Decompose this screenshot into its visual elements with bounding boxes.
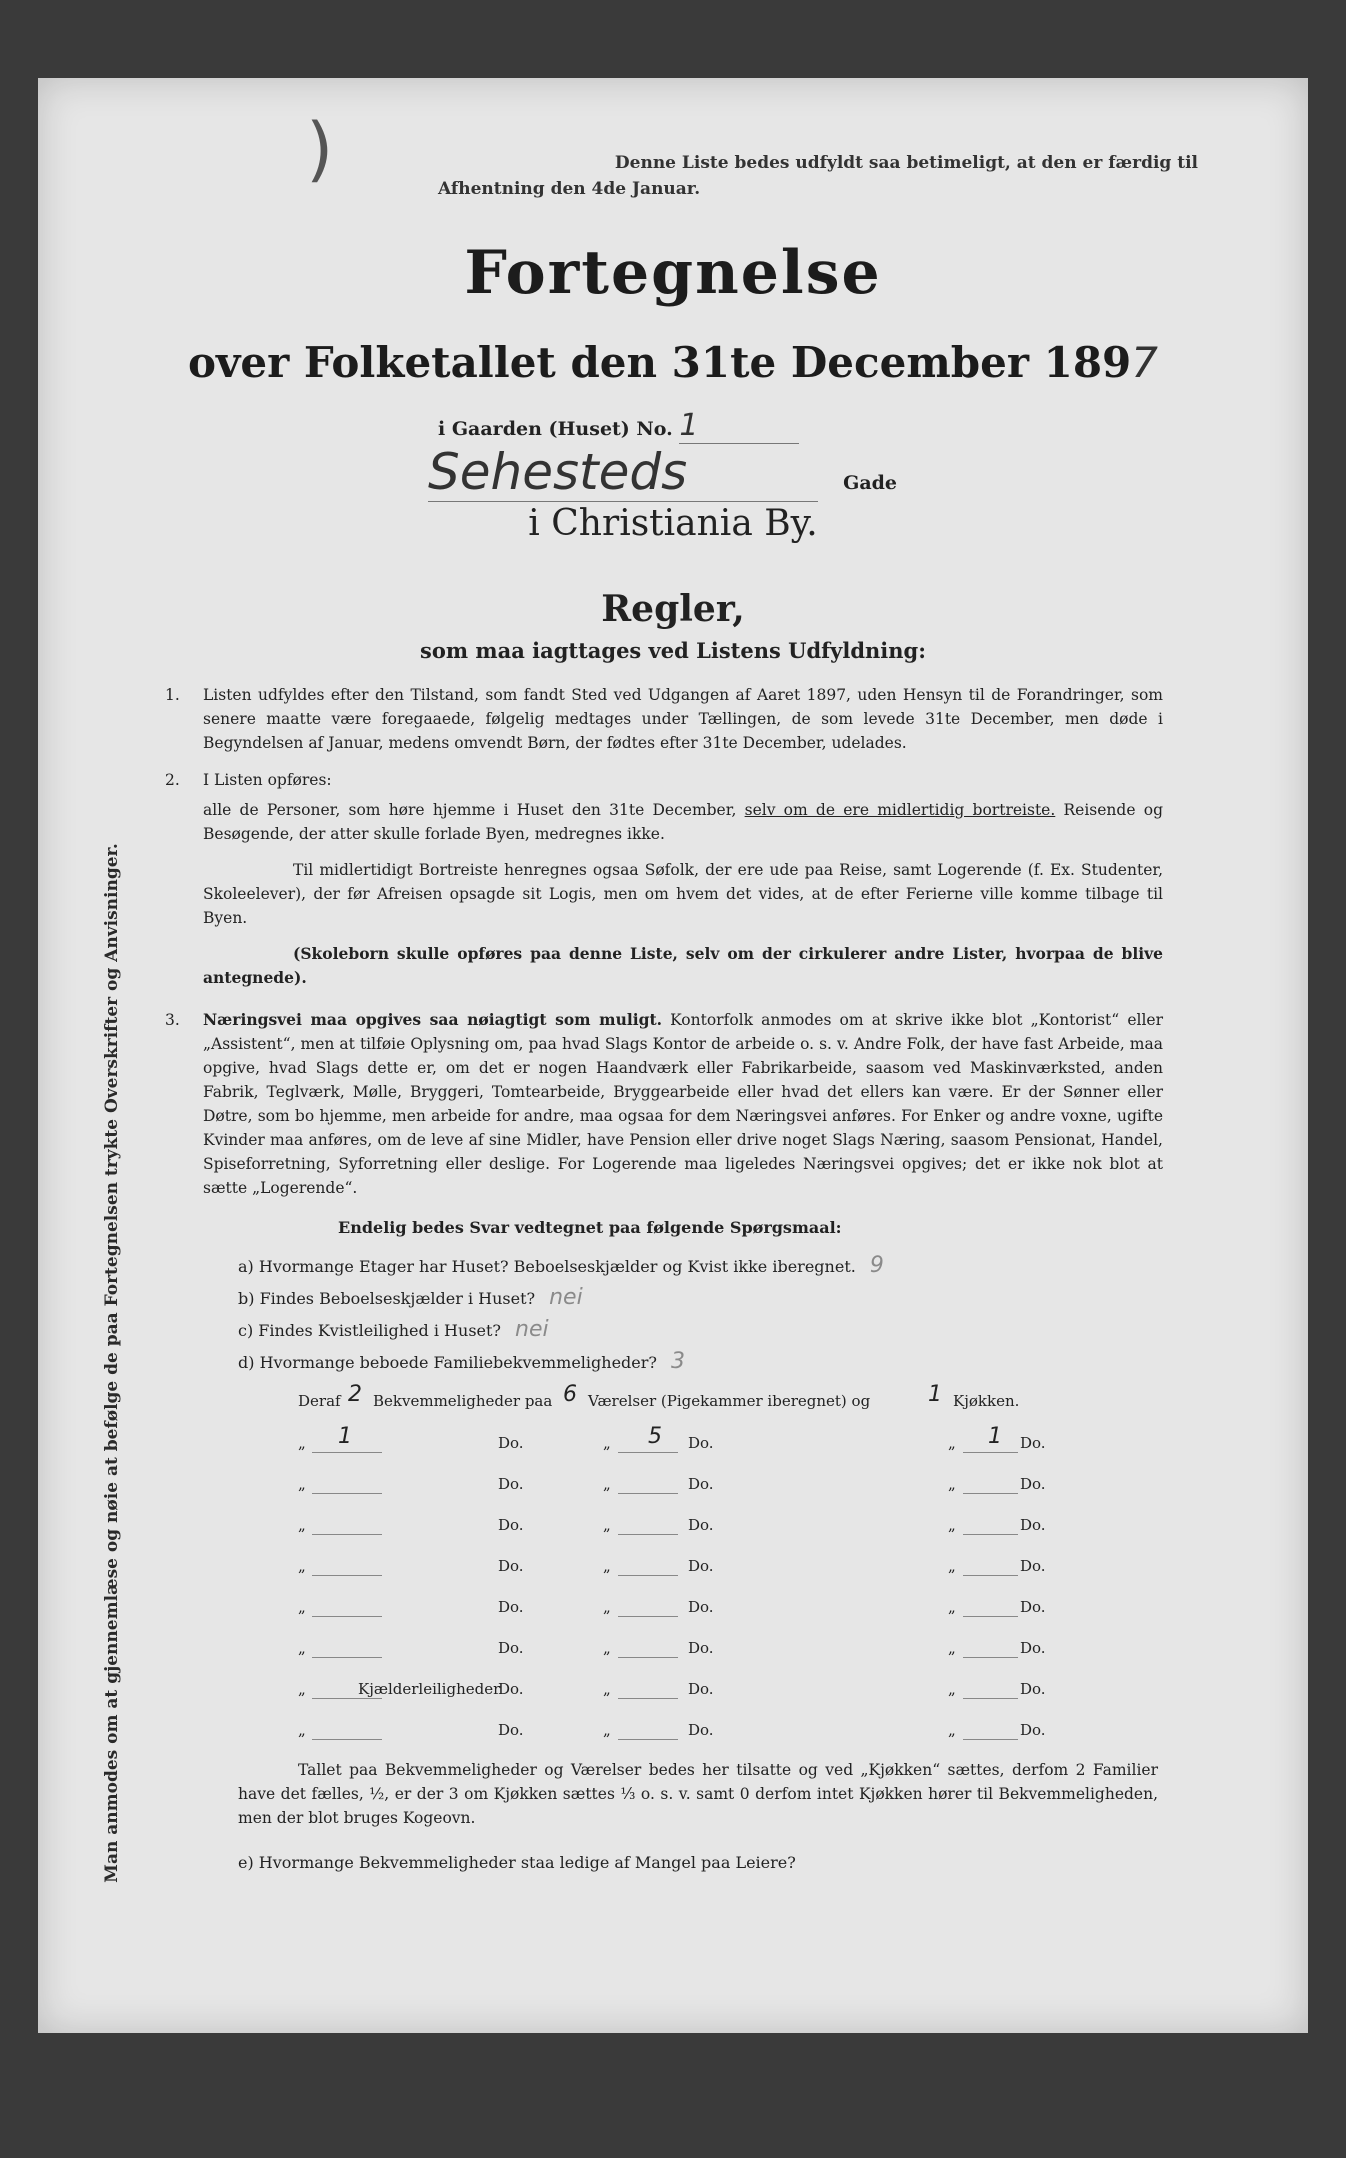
ditto-mark-3: „ xyxy=(948,1557,956,1575)
house-number-field xyxy=(438,408,799,444)
rule-3-text xyxy=(203,1008,1163,1200)
form-title: Fortegnelse xyxy=(464,238,882,308)
form-subtitle xyxy=(38,338,1308,387)
question-a-label: a) Hvormange Etager har Huset? Beboelseskjælder og Kvist ikke iberegnet. xyxy=(238,1257,856,1276)
rooms-blank xyxy=(618,1516,678,1535)
question-d-label: d) Hvormange beboede Familiebekvemmeligheder? xyxy=(238,1353,657,1372)
ditto-mark-3: „ xyxy=(948,1598,956,1616)
ditto-mark-1: „ xyxy=(298,1434,306,1452)
kitchens-blank xyxy=(963,1680,1018,1699)
ditto-mark-3: „ xyxy=(948,1475,956,1493)
pencil-mark: ) xyxy=(306,108,334,190)
first-row-mid1: Bekvemmeligheder paa xyxy=(373,1392,553,1410)
dwelling-table-first-row xyxy=(298,1382,1098,1418)
ditto-mark-1: „ xyxy=(298,1680,306,1698)
do-3: Do. xyxy=(1020,1475,1046,1493)
ditto-mark-3: „ xyxy=(948,1516,956,1534)
rules-subheading: som maa iagttages ved Listens Udfyldning: xyxy=(420,638,926,663)
street-field xyxy=(428,443,897,502)
side-instruction: Man anmodes om at gjennemlæse og nøie at befølge de paa Fortegnelsen trykte Overskrifter og Anvisninger. xyxy=(102,843,122,1883)
ditto-mark-2: „ xyxy=(603,1516,611,1534)
dwelling-table-row xyxy=(298,1635,1098,1665)
first-row-suffix: Kjøkken. xyxy=(953,1392,1020,1410)
do-1: Do. xyxy=(498,1557,524,1575)
row-rooms: 5 xyxy=(648,1424,662,1449)
census-form-page xyxy=(38,78,1308,2033)
year-handwritten: 7 xyxy=(1131,338,1159,387)
rule-2-p1b-underlined: selv om de ere midlertidig bortreiste. xyxy=(744,801,1056,819)
rule-1-text: Listen udfyldes efter den Tilstand, som fandt Sted ved Udgangen af Aaret 1897, uden Hensyn til de Forandringer, som senere maatte være foregaaede, følgelig medtages under Tællingen, de som levede 31te December, men døde i Begyndelsen af Januar, medens omvendt Børn, der fødtes efter 31te December, udelades. xyxy=(203,686,1163,752)
question-d xyxy=(238,1349,685,1374)
ditto-mark-2: „ xyxy=(603,1475,611,1493)
rule-2-intro: I Listen opføres: xyxy=(203,771,332,789)
do-1: Do. xyxy=(498,1639,524,1657)
ditto-mark-3: „ xyxy=(948,1721,956,1739)
house-value: 1 xyxy=(679,408,799,444)
rooms-blank xyxy=(618,1639,678,1658)
ditto-mark-1: „ xyxy=(298,1721,306,1739)
count-blank xyxy=(312,1639,382,1658)
rule-3-body: Kontorfolk anmodes om at skrive ikke blot „Kontorist“ eller „Assistent“, men at tilføie Oplysning om, paa hvad Slags Kontor de arbeide o. s. v. Andre Folk, der have fast Arbeide, maa opgive, hvad Slags dette er, om det er nogen Haandværk eller Fabrikarbeide, saasom ved Maskinværksted, anden Fabrik, Teglværk, Mølle, Bryggeri, Tomtearbeide, Bryggearbeide eller hvad det ellers kan være. Er der Sønner eller Døtre, som bo hjemme, men arbeide for andre, maa ogsaa for dem Næringsvei anføres. For Enker og andre voxne, ugifte Kvinder maa anføres, om de leve af sine Midler, have Pension eller drive noget Slags Næring, saasom Pensionat, Handel, Spiseforretning, Syforretning eller deslige. For Logerende maa ligeledes Næringsvei opgives; det er ikke nok blot at sætte „Logerende“. xyxy=(203,1011,1163,1197)
do-3: Do. xyxy=(1020,1434,1046,1452)
ditto-mark-3: „ xyxy=(948,1434,956,1452)
ditto-mark-2: „ xyxy=(603,1680,611,1698)
do-2: Do. xyxy=(688,1721,714,1739)
row-kitchens: 1 xyxy=(988,1424,1002,1449)
rule-3 xyxy=(165,1008,1163,1200)
count-blank xyxy=(312,1475,382,1494)
kitchens-blank xyxy=(963,1475,1018,1494)
rooms-blank xyxy=(618,1598,678,1617)
notice-line-2: Afhentning den 4de Januar. xyxy=(438,179,701,199)
kitchens-blank xyxy=(963,1516,1018,1535)
kitchens-blank xyxy=(963,1721,1018,1740)
rooms-blank xyxy=(618,1475,678,1494)
first-row-rooms: 6 xyxy=(563,1382,577,1407)
first-row-count: 2 xyxy=(348,1382,362,1407)
rooms-blank xyxy=(618,1557,678,1576)
ditto-mark-2: „ xyxy=(603,1598,611,1616)
rule-2-p1a: alle de Personer, som høre hjemme i Huset den 31te December, xyxy=(203,801,737,819)
dwelling-table-row xyxy=(298,1512,1098,1542)
ditto-mark-1: „ xyxy=(298,1598,306,1616)
ditto-mark-2: „ xyxy=(603,1557,611,1575)
dwelling-table-row xyxy=(298,1553,1098,1583)
question-e: e) Hvormange Bekvemmeligheder staa ledige af Mangel paa Leiere? xyxy=(238,1853,796,1872)
questions-intro: Endelig bedes Svar vedtegnet paa følgende Spørgsmaal: xyxy=(338,1218,842,1237)
do-2: Do. xyxy=(688,1639,714,1657)
first-row-kitchens: 1 xyxy=(928,1382,942,1407)
dwelling-table-row xyxy=(298,1717,1098,1747)
street-value: Sehesteds xyxy=(428,443,818,502)
question-b xyxy=(238,1285,583,1310)
ditto-mark-2: „ xyxy=(603,1639,611,1657)
rules-heading: Regler, xyxy=(601,588,745,630)
ditto-mark-1: „ xyxy=(298,1475,306,1493)
count-blank xyxy=(312,1516,382,1535)
notice-line-1: Denne Liste bedes udfyldt saa betimeligt, at den er færdig til xyxy=(614,153,1198,173)
row-label: Kjælderleiligheder xyxy=(358,1680,501,1698)
count-blank xyxy=(312,1721,382,1740)
rule-2-paragraph-1 xyxy=(203,798,1163,846)
do-1: Do. xyxy=(498,1598,524,1616)
do-1: Do. xyxy=(498,1721,524,1739)
question-c-label: c) Findes Kvistleilighed i Huset? xyxy=(238,1321,501,1340)
do-2: Do. xyxy=(688,1598,714,1616)
question-c xyxy=(238,1317,549,1342)
do-2: Do. xyxy=(688,1434,714,1452)
do-1: Do. xyxy=(498,1516,524,1534)
rule-2-number: 2. xyxy=(165,771,180,789)
ditto-mark-3: „ xyxy=(948,1639,956,1657)
ditto-mark-1: „ xyxy=(298,1557,306,1575)
do-3: Do. xyxy=(1020,1680,1046,1698)
dwelling-table-row xyxy=(298,1471,1098,1501)
dwelling-table-row xyxy=(298,1424,1098,1460)
rule-2-p1c: Reisende og Besøgende, der atter skulle forlade Byen, medregnes ikke. xyxy=(203,801,1163,843)
question-b-answer: nei xyxy=(549,1285,583,1310)
kitchens-blank xyxy=(963,1557,1018,1576)
rooms-blank xyxy=(618,1680,678,1699)
ditto-mark-1: „ xyxy=(298,1516,306,1534)
do-1: Do. xyxy=(498,1680,524,1698)
street-label: Gade xyxy=(843,472,898,494)
first-row-prefix: Deraf xyxy=(298,1392,341,1410)
do-2: Do. xyxy=(688,1680,714,1698)
count-blank xyxy=(312,1598,382,1617)
rule-3-number: 3. xyxy=(165,1011,180,1029)
house-label: i Gaarden (Huset) No. xyxy=(438,418,673,440)
question-a xyxy=(238,1253,884,1278)
question-d-answer: 3 xyxy=(670,1349,685,1374)
row-count: 1 xyxy=(338,1424,352,1449)
do-3: Do. xyxy=(1020,1639,1046,1657)
do-3: Do. xyxy=(1020,1516,1046,1534)
do-3: Do. xyxy=(1020,1557,1046,1575)
rule-2 xyxy=(165,768,1163,990)
ditto-mark-2: „ xyxy=(603,1721,611,1739)
rule-2-paragraph-3: (Skoleborn skulle opføres paa denne Liste, selv om der cirkulerer andre Lister, hvorpaa de blive antegnede). xyxy=(203,944,1163,987)
count-blank xyxy=(312,1557,382,1576)
dwelling-table-row xyxy=(298,1676,1098,1706)
table-note: Tallet paa Bekvemmeligheder og Værelser bedes her tilsatte og ved „Kjøkken“ sættes, derfom 2 Familier have det fælles, ½, er der 3 om Kjøkken sættes ⅓ o. s. v. samt 0 derfom intet Kjøkken hører til Bekvemmeligheden, men der blot bruges Kogeovn. xyxy=(238,1761,1158,1827)
rule-1-number: 1. xyxy=(165,686,180,704)
collection-notice xyxy=(438,150,1198,202)
do-1: Do. xyxy=(498,1434,524,1452)
ditto-mark-3: „ xyxy=(948,1680,956,1698)
rooms-blank xyxy=(618,1721,678,1740)
do-1: Do. xyxy=(498,1475,524,1493)
city-line: i Christiania By. xyxy=(528,503,818,544)
do-3: Do. xyxy=(1020,1598,1046,1616)
subtitle-text: over Folketallet den 31te December 189 xyxy=(187,338,1132,387)
first-row-mid2: Værelser (Pigekammer iberegnet) og xyxy=(588,1392,871,1410)
kitchens-blank xyxy=(963,1598,1018,1617)
do-3: Do. xyxy=(1020,1721,1046,1739)
do-2: Do. xyxy=(688,1516,714,1534)
rule-3-lead: Næringsvei maa opgives saa nøiagtigt som muligt. xyxy=(203,1010,663,1029)
do-2: Do. xyxy=(688,1475,714,1493)
rule-2-paragraph-2: Til midlertidigt Bortreiste henregnes ogsaa Søfolk, der ere ude paa Reise, samt Logerende (f. Ex. Studenter, Skoleelever), der før Afreisen opsagde sit Logis, men om hvem det vides, at de efter Ferierne ville komme tilbage til Byen. xyxy=(203,861,1163,927)
question-b-label: b) Findes Beboelseskjælder i Huset? xyxy=(238,1289,536,1308)
question-a-answer: 9 xyxy=(869,1253,884,1278)
ditto-mark-2: „ xyxy=(603,1434,611,1452)
ditto-mark-1: „ xyxy=(298,1639,306,1657)
do-2: Do. xyxy=(688,1557,714,1575)
question-c-answer: nei xyxy=(515,1317,549,1342)
rule-1 xyxy=(165,683,1163,755)
dwelling-table-row xyxy=(298,1594,1098,1624)
kitchens-blank xyxy=(963,1639,1018,1658)
